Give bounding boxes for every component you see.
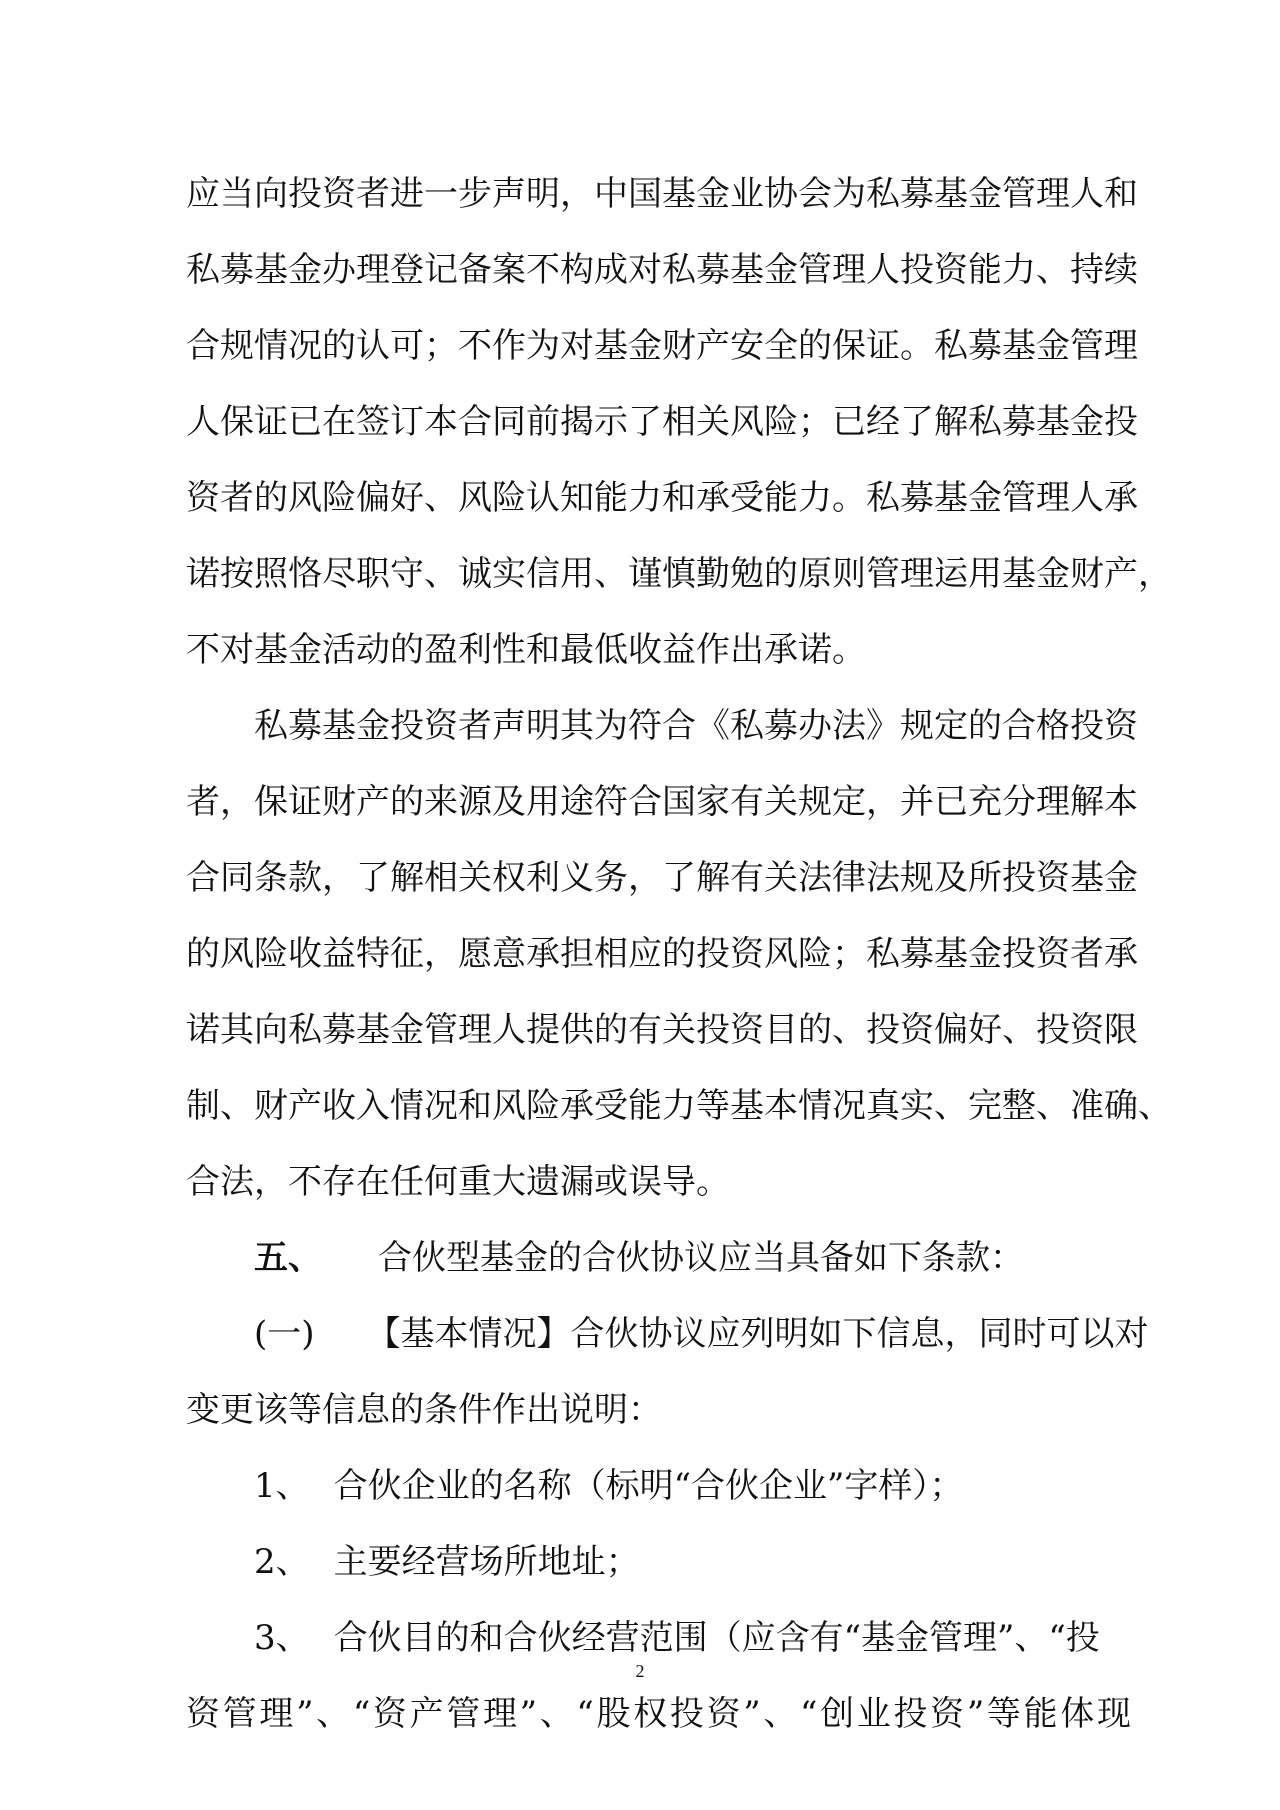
section-title: 合伙型基金的合伙协议应当具备如下条款： [378,1238,1024,1278]
list-item [186,1448,1131,1524]
list-item [186,1524,1131,1600]
body-line: 制、财产收入情况和风险承受能力等基本情况真实、完整、准确、 [186,1086,1172,1126]
body-line: 资者的风险偏好、风险认知能力和承受能力。私募基金管理人承 [186,478,1138,518]
list-item-text: 合伙企业的名称（标明“合伙企业”字样）； [333,1466,964,1506]
subsection-line-continued: 变更该等信息的条件作出说明： [186,1390,662,1430]
list-item-continued: 资管理”、“资产管理”、“股权投资”、“创业投资”等能体现 [186,1694,1131,1734]
body-line: 合规情况的认可；不作为对基金财产安全的保证。私募基金管理 [186,326,1138,366]
page-body [186,156,1172,1752]
body-line: 诺其向私募基金管理人提供的有关投资目的、投资偏好、投资限 [186,1010,1138,1050]
subsection-text: 【基本情况】合伙协议应列明如下信息，同时可以对 [366,1314,1149,1354]
section-heading [186,1220,1131,1296]
body-line: 的风险收益特征，愿意承担相应的投资风险；私募基金投资者承 [186,934,1138,974]
body-line: 合同条款，了解相关权利义务，了解有关法律法规及所投资基金 [186,858,1138,898]
subsection-line [186,1296,1149,1372]
body-line: 应当向投资者进一步声明，中国基金业协会为私募基金管理人和 [186,174,1138,214]
list-item-number: 2、 [254,1542,310,1582]
list-item-text: 主要经营场所地址； [333,1542,640,1582]
list-item-number: 3、 [254,1618,310,1658]
section-number: 五、 [254,1238,322,1278]
body-line-last: 合法，不存在任何重大遗漏或误导。 [186,1162,730,1202]
body-line-last: 不对基金活动的盈利性和最低收益作出承诺。 [186,630,866,670]
list-item-text: 合伙目的和合伙经营范围（应含有“基金管理”、“投 [333,1618,1100,1658]
list-item-number: 1、 [254,1466,310,1506]
body-line-first: 私募基金投资者声明其为符合《私募办法》规定的合格投资 [254,706,1138,746]
body-line: 诺按照恪尽职守、诚实信用、谨慎勤勉的原则管理运用基金财产， [186,554,1172,594]
page-number: 2 [635,1661,645,1681]
body-line: 私募基金办理登记备案不构成对私募基金管理人投资能力、持续 [186,250,1138,290]
subsection-number: (一) [254,1314,315,1354]
body-line: 人保证已在签订本合同前揭示了相关风险；已经了解私募基金投 [186,402,1138,442]
body-line: 者，保证财产的来源及用途符合国家有关规定，并已充分理解本 [186,782,1138,822]
